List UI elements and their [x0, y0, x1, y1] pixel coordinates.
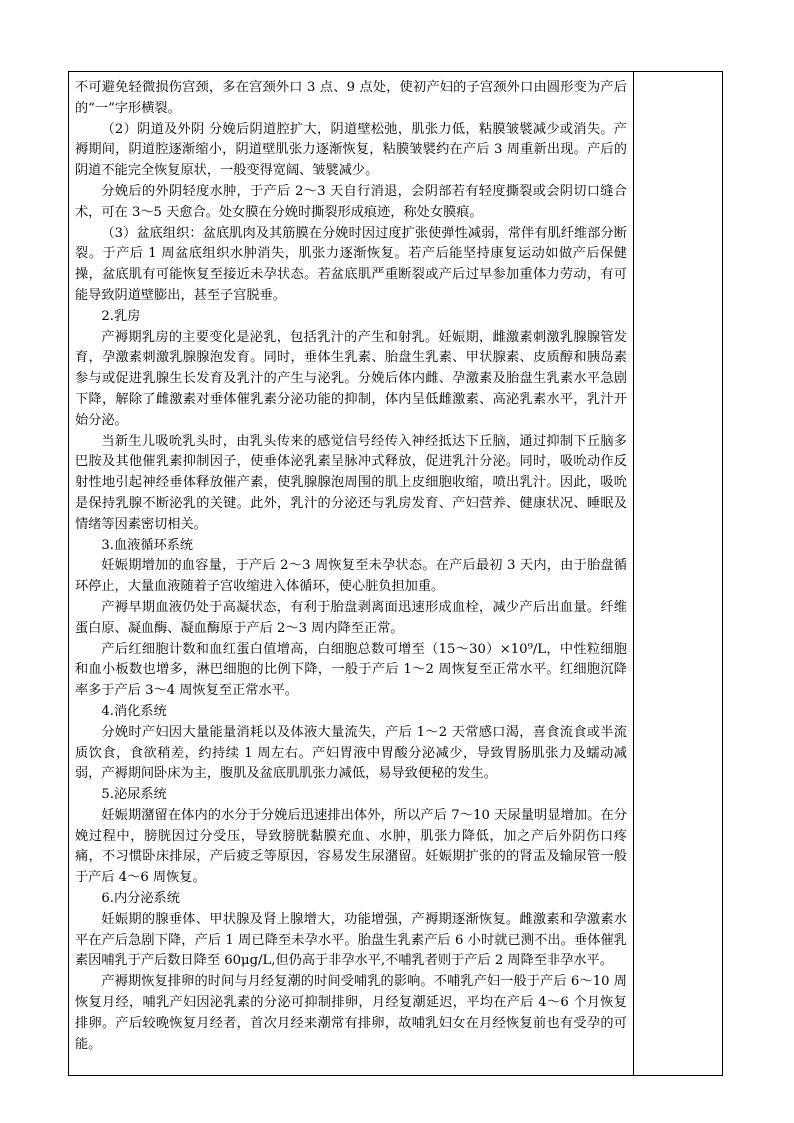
paragraph: （3）盆底组织：盆底肌肉及其筋膜在分娩时因过度扩张使弹性减弱，常伴有肌纤维部分断裂。于产后 1 周盆底组织水肿消失，肌张力逐渐恢复。若产后能坚持康复运动如做产后保健操，盆底肌有可能恢复至接近未孕状态。若盆底肌严重断裂或产后过早参加重体力劳动，有可能导致阴道壁膨出，甚至子宫脱垂。	[75, 225, 627, 303]
paragraph: 分娩时产妇因大量能量消耗以及体液大量流失，产后 1～2 天常感口渴，喜食流食或半流质饮食，食欲稍差，约持续 1 周左右。产妇胃液中胃酸分泌减少，导致胃肠肌张力及蠕动减弱，产褥期间卧床为主，腹肌及盆底肌肌张力减低，易导致便秘的发生。	[75, 724, 627, 782]
column-divider	[633, 72, 634, 1075]
paragraph: 当新生儿吸吮乳头时，由乳头传来的感觉信号经传入神经抵达下丘脑，通过抑制下丘脑多巴胺及其他催乳素抑制因子，使垂体泌乳素呈脉冲式释放，促进乳汁分泌。同时，吸吮动作反射性地引起神经垂体释放催产素，使乳腺腺泡周围的肌上皮细胞收缩，喷出乳汁。因此，吸吮是保持乳腺不断泌乳的关键。此外，乳汁的分泌还与乳房发育、产妇营养、健康状况、睡眠及情绪等因素密切相关。	[75, 433, 627, 532]
section-heading: 5.泌尿系统	[101, 787, 167, 803]
paragraph: 产褥期乳房的主要变化是泌乳，包括乳汁的产生和射乳。妊娠期，雌激素刺激乳腺腺管发育，孕激素刺激乳腺腺泡发育。同时，垂体生乳素、胎盘生乳素、甲状腺素、皮质醇和胰岛素参与或促进乳腺生长发育及乳汁的产生与泌乳。分娩后体内雌、孕激素及胎盘生乳素水平急剧下降，解除了雌激素对垂体催乳素分泌功能的抑制，体内呈低雌激素、高泌乳素水平，乳汁开始分泌。	[75, 329, 627, 428]
content-table	[68, 71, 723, 1076]
paragraph: 产褥早期血液仍处于高凝状态，有利于胎盘剥离面迅速形成血栓，减少产后出血量。纤维蛋白原、凝血酶、凝血酶原于产后 2～3 周内降至正常。	[75, 599, 627, 636]
main-text-cell	[75, 78, 627, 1055]
paragraph: 妊娠期增加的血容量，于产后 2～3 周恢复至未孕状态。在产后最初 3 天内，由于胎盘循环停止，大量血液随着子宫收缩进入体循环，使心脏负担加重。	[75, 558, 627, 595]
section-heading: 2.乳房	[101, 308, 141, 324]
paragraph: 不可避免轻微损伤宫颈，多在宫颈外口 3 点、9 点处，使初产妇的子宫颈外口由圆形变为产后的“一”字形横裂。	[75, 80, 627, 116]
paragraph: 分娩后的外阴轻度水肿，于产后 2～3 天自行消退，会阴部若有轻度撕裂或会阴切口缝合术，可在 3～5 天愈合。处女膜在分娩时撕裂形成痕迹，称处女膜痕。	[75, 183, 627, 220]
paragraph: 妊娠期潴留在体内的水分于分娩后迅速排出体外，所以产后 7～10 天尿量明显增加。在分娩过程中，膀胱因过分受压，导致膀胱黏膜充血、水肿，肌张力降低，加之产后外阴伤口疼痛，不习惯卧床排尿，产后疲乏等原因，容易发生尿潴留。妊娠期扩张的的肾盂及输尿管一般于产后 4～6 周恢复。	[75, 807, 627, 886]
section-heading: 3.血液循环系统	[101, 537, 194, 553]
paragraph: 产后红细胞计数和血红蛋白值增高，白细胞总数可增至（15～30）×10⁹/L，中性粒细胞和血小板数也增多，淋巴细胞的比例下降，一般于产后 1～2 周恢复至正常水平。红细胞沉降率多于产后 3～4 周恢复至正常水平。	[75, 641, 627, 699]
paragraph: （2）阴道及外阴 分娩后阴道腔扩大，阴道壁松弛，肌张力低，粘膜皱襞减少或消失。产褥期间，阴道腔逐渐缩小，阴道壁肌张力逐渐恢复，粘膜皱襞约在产后 3 周重新出现。产后的阴道不能完全恢复原状，一般变得宽阔、皱襞减少。	[75, 121, 627, 179]
section-heading: 6.内分泌系统	[101, 891, 180, 907]
paragraph: 妊娠期的腺垂体、甲状腺及肾上腺增大，功能增强，产褥期逐渐恢复。雌激素和孕激素水平在产后急剧下降，产后 1 周已降至未孕水平。胎盘生乳素产后 6 小时就已测不出。垂体催乳素因哺乳于产后数日降至 60μg/L,但仍高于非孕水平,不哺乳者则于产后 2 周降至非孕水平。	[75, 911, 627, 969]
section-heading: 4.消化系统	[101, 703, 167, 719]
paragraph: 产褥期恢复排卵的时间与月经复潮的时间受哺乳的影响。不哺乳产妇一般于产后 6～10 周恢复月经，哺乳产妇因泌乳素的分泌可抑制排卵，月经复潮延迟，平均在产后 4～6 个月恢复排卵。产后较晚恢复月经者，首次月经来潮常有排卵，故哺乳妇女在月经恢复前也有受孕的可能。	[75, 974, 627, 1052]
